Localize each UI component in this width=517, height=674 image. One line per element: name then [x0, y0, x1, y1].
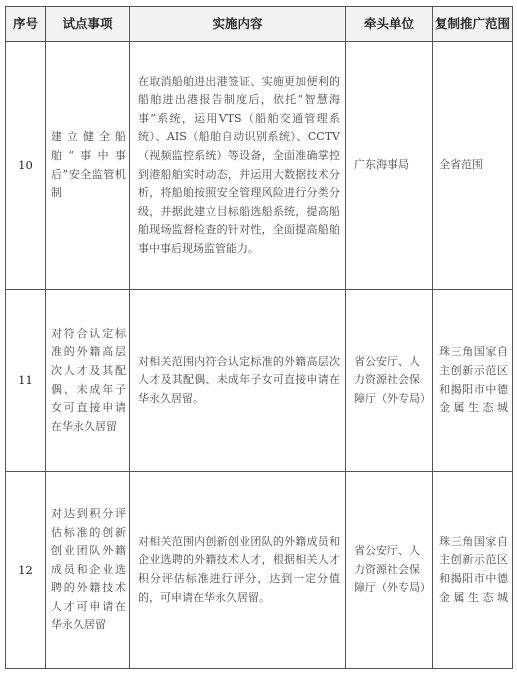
- row-content: 对相关范围内创新创业团队的外籍成员和企业选聘的外籍技术人才，根据相关人才积分评估标准进行评分，达到一定分值的，可申请在华永久居留。: [130, 472, 346, 669]
- row-seq: 11: [6, 290, 46, 472]
- table-header-row: [6, 7, 513, 42]
- row-lead-unit: 省公安厅、人力资源社会保障厅（外专局）: [346, 472, 433, 669]
- header-seq: 序号: [6, 7, 46, 42]
- header-scope: 复制推广范围: [433, 7, 513, 42]
- row-lead-unit: 省公安厅、人力资源社会保障厅（外专局）: [346, 290, 433, 472]
- row-item: 对达到积分评估标准的创新创业团队外籍成员和企业选聘的外籍技术人才可申请在华永久居留: [46, 472, 130, 669]
- header-item: 试点事项: [46, 7, 130, 42]
- row-scope: 珠三角国家自主创新示范区和揭阳市中德金属生态城: [433, 472, 513, 669]
- row-item: 建立健全船舶“事中事后”安全监管机制: [46, 42, 130, 290]
- row-lead-unit: 广东海事局: [346, 42, 433, 290]
- header-lead-unit: 牵头单位: [346, 7, 433, 42]
- header-content: 实施内容: [130, 7, 346, 42]
- row-item: 对符合认定标准的外籍高层次人才及其配偶、未成年子女可直接申请在华永久居留: [46, 290, 130, 472]
- table-row: [6, 42, 513, 290]
- row-scope: 珠三角国家自主创新示范区和揭阳市中德金属生态城: [433, 290, 513, 472]
- table-row: [6, 472, 513, 669]
- pilot-items-table: [5, 6, 513, 669]
- row-scope: 全省范围: [433, 42, 513, 290]
- row-seq: 12: [6, 472, 46, 669]
- row-content: 在取消船舶进出港签证、实施更加便利的船舶进出港报告制度后，依托“智慧海事”系统，运用VTS（船舶交通管理系统）、AIS（船舶自动识别系统）、CCTV（视频监控系统）等设备，全面准确掌控到港船舶实时动态，并运用大数据技术分析，将船舶按照安全管理风险进行分类分级，并据此建立目标船选船系统，提高船舶现场监督检查的针对性，全面提高船舶事中事后现场监管能力。: [130, 42, 346, 290]
- row-content: 对相关范围内符合认定标准的外籍高层次人才及其配偶、未成年子女可直接申请在华永久居留。: [130, 290, 346, 472]
- table-row: [6, 290, 513, 472]
- row-seq: 10: [6, 42, 46, 290]
